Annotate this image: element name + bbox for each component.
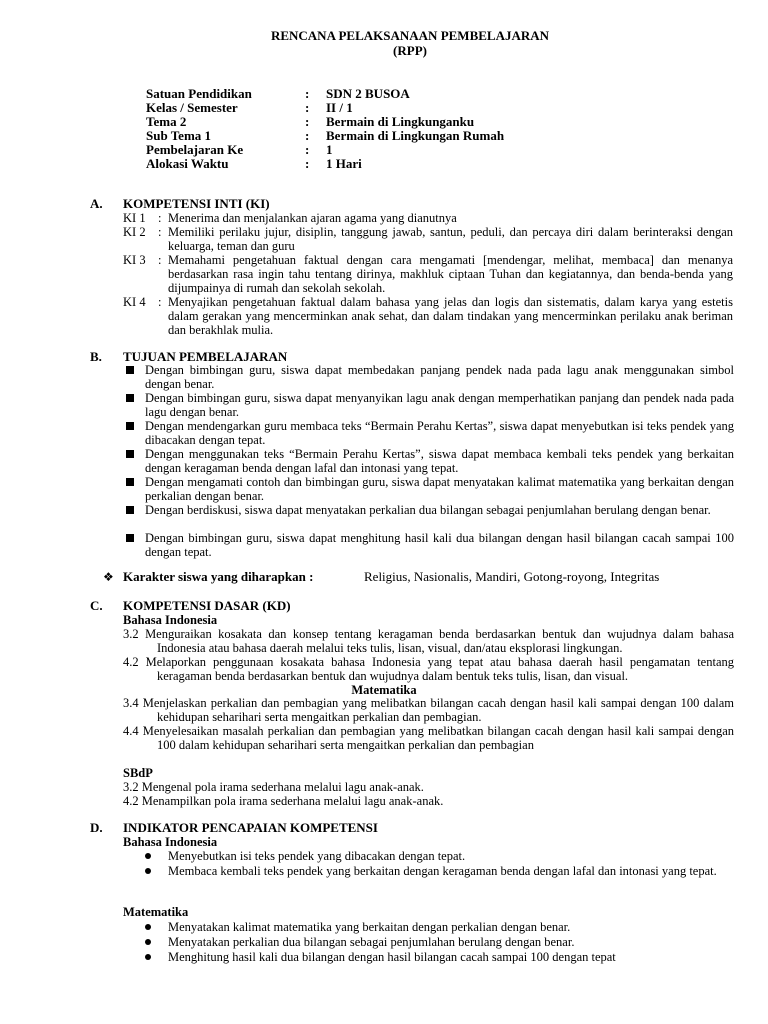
ki-code: KI 3 (123, 253, 146, 267)
square-bullet-icon (126, 506, 134, 514)
indikator-text: Menghitung hasil kali dua bilangan dengan hasil bilangan cacah sampai 100 dengan tepat (168, 950, 616, 964)
ki-text: Memahami pengetahuan faktual dengan cara mengamati [mendengar, melihat, membaca] dan menanya berdasarkan rasa ingin tahu tentang dirinya, makhluk ciptaan Tuhan dan kegiatannya, dan benda-benda yang dijumpainya di rumah dan sekolah sekolah. (168, 253, 733, 295)
tujuan-item (123, 447, 734, 475)
indikator-bahasa-heading: Bahasa Indonesia (123, 835, 218, 849)
ki-code: KI 1 (123, 211, 146, 225)
identity-value: II / 1 (326, 100, 353, 115)
indikator-text: Menyebutkan isi teks pendek yang dibacakan dengan tepat. (168, 849, 466, 863)
section-letter: C. (90, 598, 103, 613)
square-bullet-icon (126, 394, 134, 402)
ki-item (123, 253, 733, 295)
kd-item (123, 655, 734, 683)
identity-colon: : (305, 100, 310, 115)
square-bullet-icon (126, 450, 134, 458)
section-letter: D. (90, 820, 103, 835)
identity-colon: : (305, 114, 310, 129)
indikator-item (145, 935, 734, 949)
identity-value: Bermain di Lingkunganku (326, 114, 475, 129)
indikator-item (145, 920, 734, 934)
square-bullet-icon (126, 534, 134, 542)
identity-label: Tema 2 (146, 114, 187, 129)
section-title: TUJUAN PEMBELAJARAN (123, 349, 288, 364)
tujuan-text: Dengan bimbingan guru, siswa dapat menyanyikan lagu anak dengan memperhatikan panjang dan pendek nada pada lagu dengan benar. (145, 391, 734, 419)
ki-text: Memiliki perilaku jujur, disiplin, tanggung jawab, santun, peduli, dan percaya diri dalam berinteraksi dengan keluarga, teman dan guru (168, 225, 733, 253)
indikator-item (145, 849, 734, 863)
identity-label: Pembelajaran Ke (146, 142, 244, 157)
kd-item (123, 627, 734, 655)
indikator-item (145, 950, 734, 964)
tujuan-text: Dengan mengamati contoh dan bimbingan guru, siswa dapat menyatakan kalimat matematika yang berkaitan dengan perkalian dengan benar. (145, 475, 734, 503)
round-bullet-icon (145, 954, 151, 960)
ki-text: Menyajikan pengetahuan faktual dalam bahasa yang jelas dan logis dan sistematis, dalam karya yang estetis dalam gerakan yang mencerminkan anak sehat, dan dalam tindakan yang mencerminkan perilaku anak beriman dan berakhlak mulia. (168, 295, 733, 337)
indikator-item (145, 864, 734, 878)
ki-item (123, 211, 733, 225)
kd-item (123, 724, 734, 752)
ki-code: KI 4 (123, 295, 146, 309)
kd-item (123, 794, 734, 808)
indikator-text: Menyatakan perkalian dua bilangan sebagai penjumlahan berulang dengan benar. (168, 935, 575, 949)
tujuan-item (123, 363, 734, 391)
section-title: KOMPETENSI DASAR (KD) (123, 598, 291, 613)
tujuan-item (123, 531, 734, 559)
karakter-label: Karakter siswa yang diharapkan : (123, 569, 314, 584)
identity-colon: : (305, 156, 310, 171)
kd-bahasa-heading: Bahasa Indonesia (123, 613, 218, 627)
kd-text: 3.2 Menguraikan kosakata dan konsep tentang keragaman benda berdasarkan bentuk dan wujudnya dalam bahasa Indonesia atau bahasa daerah melalui teks tulis, lisan, visual, dan/atau eksplorasi lingkungan. (123, 627, 734, 655)
ki-text: Menerima dan menjalankan ajaran agama yang dianutnya (168, 211, 457, 225)
ki-colon: : (158, 225, 162, 239)
ki-item (123, 295, 733, 337)
ki-item (123, 225, 733, 253)
ki-colon: : (158, 211, 162, 225)
identity-value: 1 (326, 142, 333, 157)
identity-label: Alokasi Waktu (146, 156, 229, 171)
identity-value: 1 Hari (326, 156, 362, 171)
tujuan-text: Dengan menggunakan teks “Bermain Perahu Kertas”, siswa dapat membaca kembali teks pendek yang berkaitan dengan keragaman benda dengan lafal dan intonasi yang tepat. (145, 447, 734, 475)
document-title: RENCANA PELAKSANAAN PEMBELAJARAN (270, 28, 550, 43)
ki-colon: : (158, 253, 162, 267)
kd-item (123, 780, 734, 794)
identity-value: Bermain di Lingkungan Rumah (326, 128, 505, 143)
kd-text: 4.4 Menyelesaikan masalah perkalian dan pembagian yang melibatkan bilangan cacah dengan hasil kali sampai dengan 100 dalam kehidupan seharihari serta mengaitkan perkalian dan pembagian (123, 724, 734, 752)
square-bullet-icon (126, 422, 134, 430)
karakter-row (103, 570, 743, 586)
tujuan-item (123, 391, 734, 419)
kd-text: 4.2 Menampilkan pola irama sederhana melalui lagu anak-anak. (123, 794, 444, 808)
ki-code: KI 2 (123, 225, 146, 239)
kd-matematika-heading: Matematika (351, 683, 417, 697)
tujuan-item (123, 503, 734, 517)
tujuan-text: Dengan berdiskusi, siswa dapat menyatakan perkalian dua bilangan sebagai penjumlahan berulang dengan benar. (145, 503, 711, 517)
section-letter: B. (90, 349, 102, 364)
section-letter: A. (90, 196, 103, 211)
identity-label: Sub Tema 1 (146, 128, 212, 143)
identity-colon: : (305, 86, 310, 101)
tujuan-item (123, 475, 734, 503)
ki-colon: : (158, 295, 162, 309)
round-bullet-icon (145, 853, 151, 859)
identity-label: Kelas / Semester (146, 100, 238, 115)
indikator-text: Menyatakan kalimat matematika yang berkaitan dengan perkalian dengan benar. (168, 920, 571, 934)
karakter-value: Religius, Nasionalis, Mandiri, Gotong-royong, Integritas (364, 569, 660, 584)
square-bullet-icon (126, 366, 134, 374)
section-title: KOMPETENSI INTI (KI) (123, 196, 270, 211)
tujuan-text: Dengan mendengarkan guru membaca teks “Bermain Perahu Kertas”, siswa dapat menyebutkan isi teks pendek yang dibacakan dengan tepat. (145, 419, 734, 447)
tujuan-text: Dengan bimbingan guru, siswa dapat menghitung hasil kali dua bilangan dengan hasil bilangan cacah sampai 100 dengan tepat. (145, 531, 734, 559)
indikator-text: Membaca kembali teks pendek yang berkaitan dengan keragaman benda dengan lafal dan intonasi yang tepat. (168, 864, 717, 878)
kd-sbdp-heading: SBdP (123, 766, 153, 780)
identity-colon: : (305, 142, 310, 157)
round-bullet-icon (145, 868, 151, 874)
kd-item (123, 696, 734, 724)
document-subtitle: (RPP) (393, 43, 427, 58)
round-bullet-icon (145, 924, 151, 930)
round-bullet-icon (145, 939, 151, 945)
kd-text: 3.4 Menjelaskan perkalian dan pembagian yang melibatkan bilangan cacah dengan hasil kali sampai dengan 100 dalam kehidupan seharihari serta mengaitkan perkalian dan pembagian. (123, 696, 734, 724)
square-bullet-icon (126, 478, 134, 486)
tujuan-item (123, 419, 734, 447)
kd-text: 3.2 Mengenal pola irama sederhana melalui lagu anak-anak. (123, 780, 424, 794)
tujuan-text: Dengan bimbingan guru, siswa dapat membedakan panjang pendek nada pada lagu anak menggunakan simbol dengan benar. (145, 363, 734, 391)
kd-text: 4.2 Melaporkan penggunaan kosakata bahasa Indonesia yang tepat atau bahasa daerah hasil pengamatan tentang keragaman benda berdasarkan bentuk dan wujudnya dalam bentuk teks tulis, lisan, dan visual. (123, 655, 734, 683)
identity-value: SDN 2 BUSOA (326, 86, 410, 101)
diamond-bullet-icon: ❖ (103, 570, 114, 584)
identity-label: Satuan Pendidikan (146, 86, 252, 101)
indikator-matematika-heading: Matematika (123, 905, 189, 919)
identity-colon: : (305, 128, 310, 143)
section-title: INDIKATOR PENCAPAIAN KOMPETENSI (123, 820, 378, 835)
